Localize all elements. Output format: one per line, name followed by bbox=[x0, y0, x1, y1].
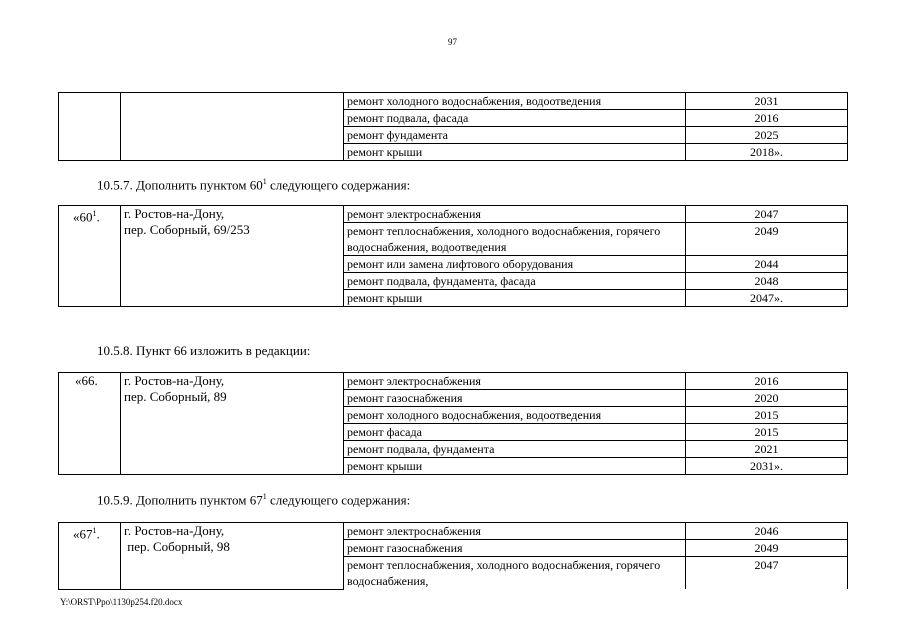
year-cell: 2016 bbox=[686, 110, 848, 127]
address-line: пер. Соборный, 89 bbox=[124, 389, 227, 404]
page-number: 97 bbox=[448, 37, 457, 47]
footer-file-path: Y:\ORST\Ppo\1130p254.f20.docx bbox=[60, 597, 183, 607]
year-cell: 2031 bbox=[686, 93, 848, 110]
year-cell: 2016 bbox=[686, 373, 848, 390]
work-cell: ремонт крыши bbox=[344, 144, 686, 161]
year-cell: 2047». bbox=[686, 290, 848, 307]
item-number-cell bbox=[59, 523, 121, 590]
superscript: 1 bbox=[262, 177, 267, 186]
year-cell: 2046 bbox=[686, 523, 848, 540]
year-cell: 2047 bbox=[686, 206, 848, 223]
paragraph-10-5-7 bbox=[97, 177, 410, 193]
address-line: г. Ростов-на-Дону, bbox=[124, 523, 225, 538]
year-cell: 2031». bbox=[686, 458, 848, 475]
table-item-60-1 bbox=[58, 205, 848, 307]
work-cell: ремонт фасада bbox=[344, 424, 686, 441]
work-cell: ремонт фундамента bbox=[344, 127, 686, 144]
work-cell: ремонт холодного водоснабжения, водоотведения bbox=[344, 93, 686, 110]
superscript: 1 bbox=[92, 209, 97, 218]
paragraph-10-5-8 bbox=[97, 343, 310, 359]
work-cell: ремонт подвала, фундамента bbox=[344, 441, 686, 458]
address-line: г. Ростов-на-Дону, bbox=[124, 206, 225, 221]
address-line: пер. Соборный, 69/253 bbox=[124, 222, 250, 237]
address-line: г. Ростов-на-Дону, bbox=[124, 373, 225, 388]
address-cell bbox=[121, 373, 344, 475]
work-cell: ремонт теплоснабжения, холодного водоснабжения, горячего водоснабжения, bbox=[344, 557, 686, 590]
year-cell: 2018». bbox=[686, 144, 848, 161]
paragraph-text: 10.5.8. Пункт 66 изложить в редакции: bbox=[97, 343, 311, 358]
address-cell bbox=[121, 93, 344, 161]
table-row bbox=[59, 206, 848, 223]
address-cell bbox=[121, 523, 344, 590]
work-cell: ремонт подвала, фасада bbox=[344, 110, 686, 127]
year-cell: 2015 bbox=[686, 424, 848, 441]
table-item-67-1 bbox=[58, 522, 848, 590]
paragraph-10-5-9 bbox=[97, 492, 410, 508]
work-cell: ремонт газоснабжения bbox=[344, 540, 686, 557]
paragraph-text: следующего содержания: bbox=[266, 177, 411, 193]
year-cell: 2020 bbox=[686, 390, 848, 407]
work-cell: ремонт подвала, фундамента, фасада bbox=[344, 273, 686, 290]
superscript: 1 bbox=[262, 492, 267, 501]
table-row bbox=[59, 523, 848, 540]
superscript: 1 bbox=[92, 526, 97, 535]
year-cell: 2049 bbox=[686, 540, 848, 557]
address-line: пер. Соборный, 98 bbox=[124, 539, 230, 554]
paragraph-text: 10.5.9. Дополнить пунктом 67 bbox=[97, 492, 263, 508]
table-row bbox=[59, 373, 848, 390]
year-cell: 2015 bbox=[686, 407, 848, 424]
table-continuation bbox=[58, 92, 848, 161]
item-number: . bbox=[96, 526, 100, 542]
year-cell: 2048 bbox=[686, 273, 848, 290]
work-cell: ремонт теплоснабжения, холодного водоснабжения, горячего водоснабжения, водоотведения bbox=[344, 223, 686, 256]
paragraph-text: 10.5.7. Дополнить пунктом 60 bbox=[97, 177, 263, 193]
work-cell: ремонт электроснабжения bbox=[344, 523, 686, 540]
item-number: . bbox=[96, 209, 100, 225]
item-number-cell: «66. bbox=[59, 373, 121, 475]
item-number: «67 bbox=[73, 526, 93, 542]
table-item-66 bbox=[58, 372, 848, 475]
year-cell: 2021 bbox=[686, 441, 848, 458]
work-cell: ремонт крыши bbox=[344, 290, 686, 307]
work-cell: ремонт холодного водоснабжения, водоотведения bbox=[344, 407, 686, 424]
year-cell: 2044 bbox=[686, 256, 848, 273]
table-row bbox=[59, 93, 848, 110]
work-cell: ремонт электроснабжения bbox=[344, 373, 686, 390]
item-number-cell bbox=[59, 93, 121, 161]
paragraph-text: следующего содержания: bbox=[266, 492, 411, 508]
work-cell: ремонт газоснабжения bbox=[344, 390, 686, 407]
year-cell: 2047 bbox=[686, 557, 848, 590]
work-cell: ремонт или замена лифтового оборудования bbox=[344, 256, 686, 273]
item-number-cell bbox=[59, 206, 121, 307]
work-cell: ремонт электроснабжения bbox=[344, 206, 686, 223]
address-cell bbox=[121, 206, 344, 307]
work-cell: ремонт крыши bbox=[344, 458, 686, 475]
year-cell: 2025 bbox=[686, 127, 848, 144]
item-number: «60 bbox=[73, 209, 93, 225]
year-cell: 2049 bbox=[686, 223, 848, 256]
